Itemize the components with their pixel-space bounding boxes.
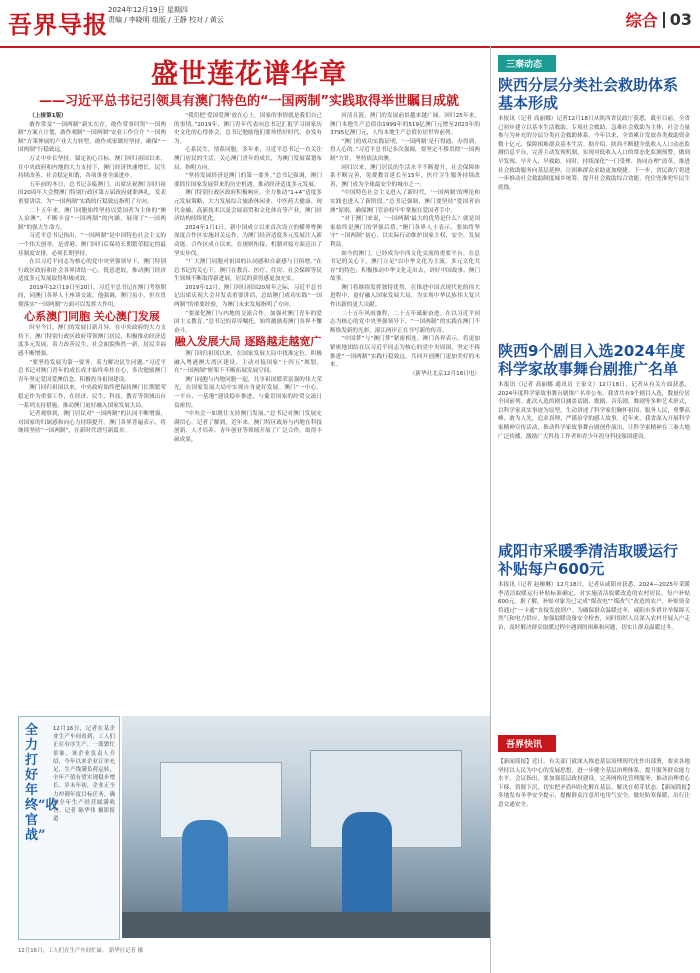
photo-caption: 12月16日，工人们在生产车间忙碌。 新华社记者 摄 xyxy=(18,948,143,954)
paragraph: 2019年12月，澳门回归祖国20周年之际，习近平总书记出席庆祝大会并发表重要讲话，总结澳门成功实践“一国两制”的重要经验，为澳门未来发展指明了方向。 xyxy=(174,284,322,309)
news-body: 本报讯（记者 赵婉琳）12月18日，记者从咸阳市获悉，2024—2025年采暖季清洁取暖运行补贴标准确定，对实施清洁取暖改造的农村居民，每户补贴600元。据了解，补贴对象为已完成“煤改电”“煤改气”改造的农户，补贴资金将通过“一卡通”直接发放到户。为确保群众温暖过冬，咸阳市多措并举保障天然气和电力供应，加强取暖设备安全检查，同时组织人员深入农村开展入户走访，及时解决群众取暖过程中遇到的困难和问题，切实让群众温暖过冬。 xyxy=(498,582,690,631)
news-headline: 咸阳市采暖季清洁取暖运行补贴每户600元 xyxy=(498,542,679,578)
paragraph: 如今的澳门，已经成为中西文化交流的重要平台。在总书记的关心下，澳门立足“以中华文化为主流、多元文化共存”的特色，积极推动中华文化走出去，讲好中国故事、澳门故事。 xyxy=(330,250,480,283)
issue-date: 2024年12月19日 星期四 xyxy=(108,6,188,14)
header-meta xyxy=(108,5,224,25)
article-byline: （新华社北京12月18日电） xyxy=(409,370,480,377)
paragraph: 澳门回归祖国以来，在国家发展大局中找准定位，积极融入粤港澳大湾区建设，主动对接国家“十四五”规划，在“一国两制”框架下不断拓展发展空间。 xyxy=(174,351,322,375)
photo-news-text: 12月16日，记者在某企业生产车间看到，工人们正在有序生产，一派繁忙景象。该企业负责人介绍，今年以来企业订单充足，生产线满负荷运转，全年产值有望实现稳步增长。岁末年初，企业正全力冲刺年度目标任务，确保全年生产经营圆满收官。记者 陈华伟 摄影报道 xyxy=(53,726,115,823)
section-divider xyxy=(663,12,665,28)
article-title: 盛世莲花谱华章 xyxy=(151,59,347,90)
paragraph: “中央会一如既往支持澳门发展。”总书记对澳门发展充满信心。记者了解到，近年来，澳门特区政府与内地在科技创新、人才培养、青年创业等领域开展了广泛合作，取得丰硕成果。 xyxy=(174,411,322,443)
paragraph: 万丈中步长坚持，锚定初心目标。澳门回归祖国以来，在中央政府和内地的大力支持下，澳门经济快速增长，民生持续改善，社会稳定和谐，各项事业全面进步。 xyxy=(18,155,166,180)
paragraph: （上接第1版） xyxy=(29,113,67,119)
column-divider xyxy=(490,46,491,973)
section-tag xyxy=(626,8,692,31)
paragraph: 2024年1月1日，新中国成立以来首次设立的横琴粤澳深度合作区实施封关运作，为澳门经济适度多元发展注入新动能。合作区成立以来，在规则衔接、机制对接方面迈出了坚实步伐。 xyxy=(174,224,322,257)
news-headline: 陕西9个剧目入选2024年度科学家故事舞台剧推广名单 xyxy=(498,342,686,378)
newspaper-logo: 吾界导报 xyxy=(8,10,108,39)
paragraph: “对于澳门来说，‘一国两制’最大的优势是什么？就是国家始终是澳门的坚强后盾。”澳门各界人士表示，要始终坚守“一国两制”初心，以实际行动维护国家主权、安全、发展利益。 xyxy=(330,216,480,248)
paragraph: 二十五年风雨兼程，二十五年砥砺奋进。在以习近平同志为核心的党中央坚强领导下，“一国两制”的实践在澳门不断焕发新的光彩，濠江两岸正在书写新的传奇。 xyxy=(330,310,480,334)
news-headline: 陕西分层分类社会救助体系基本形成 xyxy=(498,76,679,112)
article-column-3 xyxy=(330,112,480,710)
article-column-1 xyxy=(18,112,166,710)
paragraph: 2019年12月19日至20日，习近平总书记在澳门考察期间，同澳门各界人士座谈交流，他强调，澳门虽小，但在贯彻落实“一国两制”方面可以发挥大作用。 xyxy=(18,284,166,309)
paragraph: “中国特色社会主义进入了新时代，‘一国两制’的理论和实践也进入了新阶段。”总书记强调，澳门要坚持“爱国者治澳”原则，确保澳门管治权牢牢掌握在爱国者手中。 xyxy=(330,190,480,214)
paragraph: “我们把‘爱国爱澳’放在心上，国家的事情就是我们自己的事情。”2019年，澳门青年代表向总书记汇报学习国家历史文化的心得体会，总书记勉励他们要珍惜好时代，奋发有为。 xyxy=(174,113,322,145)
section-heading: 融入发展大局 逐路越走越宽广 xyxy=(174,335,322,349)
section-heading: 心系澳门同胞 关心澳门发展 xyxy=(24,309,160,323)
paragraph: 回归以来，澳门居民的生活水平不断提升，社会保障体系不断完善，免费教育延长至15年，医疗卫生服务持续改善，澳门成为全球最安全的城市之一。 xyxy=(330,164,480,188)
paragraph: 澳门特别行政区政府积极响应，全力推动“1+4”适度多元发展策略，大力发展综合旅游休闲业、中医药大健康、现代金融、高新技术以及会展商贸和文化体育等产业，澳门经济结构持续优化。 xyxy=(174,190,322,223)
news-body: 本报讯（记者 高丽娜 通讯员 王家文）12月18日，记者从有关方面获悉，2024年度科学家故事舞台剧推广名单公布，我省共有9个剧目入选，数量位居全国前列。此次入选的剧目涵盖话剧、歌剧、音乐剧、舞剧等多种艺术形式，以科学家真实事迹为原型，生动讲述了科学家们胸怀祖国、服务人民，勇攀高峰、敢为人先，追求真理、严谨治学的感人故事。近年来，我省深入开展科学家精神宣传活动，推动科学家故事舞台剧创作演出，让科学家精神在三秦大地广泛传播，激励广大科技工作者和青少年投身科技强国建设。 xyxy=(498,382,690,440)
article-column-2 xyxy=(174,112,322,710)
article-subtitle: ——习近平总书记引领具有澳门特色的“一国两制”实践取得举世瞩目成就 xyxy=(38,94,460,109)
photo-news-title: 全力打好年终“收官战” xyxy=(25,723,59,843)
floor-shape xyxy=(122,912,490,938)
paragraph: 心系民生，情系同胞。多年来，习近平总书记一直关注澳门居民的生活，关心澳门青年的成长，为澳门发展谋划布局、指明方向。 xyxy=(174,147,322,171)
paragraph: “广大澳门同胞对祖国的认同感和自豪感与日俱增。”在总书记的关心下，澳门在教育、医疗、住房、社会保障等民生领域不断取得新进展，居民的获得感更加充实。 xyxy=(174,259,322,283)
paragraph: 二十五年来，澳门同胞始终坚持以爱国者为主体的“澳人治澳”，不断丰富“一国两制”的内涵，展现了“一国两制”的强大生命力。 xyxy=(18,207,166,231)
paragraph: 记者观察到，澳门居民对“一国两制”的认同不断增强，对国家的归属感和向心力持续提升。澳门各界普遍表示，将继续坚持“一国两制”，在新时代谱写新篇章。 xyxy=(18,411,166,435)
paragraph: 五年前的冬日，总书记亲临澳门，出席庆祝澳门回归祖国20周年大会暨澳门特别行政区第五届政府就职典礼，发表重要讲话，为“一国两制”实践的行稳致远指明了方向。 xyxy=(18,181,166,205)
sidebar-section-1 xyxy=(498,52,690,353)
paragraph: “坚持发展经济是澳门的第一要务。”总书记强调，澳门要抓住国家发展带来的历史机遇，推动经济适度多元发展。 xyxy=(174,173,322,188)
paragraph: “澳门的成功实践证明，‘一国两制’是行得通、办得到、得人心的。”习近平总书记多次强调，要坚定不移贯彻“一国两制”方针，坚持依法治澳。 xyxy=(330,138,480,162)
worker-figure xyxy=(342,812,392,916)
paragraph: 澳门回归祖国以来，中央政府始终把保持澳门长期繁荣稳定作为重要工作，在经济、民生、科技、教育等领域出台一系列支持措施，推动澳门更好融入国家发展大局。 xyxy=(18,385,166,409)
paragraph: 澳门将继续发挥独特优势，在推进中国式现代化的伟大进程中，更好融入国家发展大局，为实现中华民族伟大复兴作出新的更大贡献。 xyxy=(330,284,480,309)
page-header xyxy=(0,0,700,48)
page-number: 03 xyxy=(669,10,692,29)
news-body: 【新闻简报】近日，有关部门就深入推进基层治理现代化作出部署，要求各地坚持以人民为中心的发展思想，进一步健全基层治理体系，提升服务群众能力水平。会议指出，要加强基层政权建设，完善网格化管理服务，推动治理重心下移、资源下沉，切实把矛盾纠纷化解在基层、解决在萌芽状态。【新闻简报】多地发布冬季安全提示，提醒群众注意用电用气安全，做好防寒保暖，出行注意交通安全。 xyxy=(498,759,690,808)
paragraph: 习近平总书记指出，“一国两制”是中国特色社会主义的一个伟大创举，是香港、澳门回归后保持长期繁荣稳定的最佳制度安排，必须长期坚持。 xyxy=(18,233,166,257)
paragraph: “中国梦”与“澳门梦”紧密相连。澳门各界表示，将更加紧密地团结在以习近平同志为核心的党中央周围，坚定不移推进“一国两制”实践行稳致远，共同开创澳门更加美好的未来。 xyxy=(330,336,480,369)
photo-news-box xyxy=(18,716,120,940)
section-name: 综合 xyxy=(625,11,658,30)
sidebar-section-2 xyxy=(498,338,690,541)
sidebar-section-3 xyxy=(498,538,690,735)
paragraph: 在以习近平同志为核心的党中央坚强领导下，澳门特别行政区政府和社会各界团结一心，锐意进取，推动澳门经济适度多元发展取得积极成效。 xyxy=(18,259,166,283)
paragraph: 时至今日，澳门的发展日新月异。在中央政府的大力支持下，澳门特别行政区政府带领澳门居民，积极推动经济适度多元发展，着力改善民生，社会面貌焕然一新，居民幸福感不断增强。 xyxy=(18,325,166,358)
paragraph: “要深化澳门与内地的交流合作，加强对澳门青年的爱国主义教育。”总书记的谆谆嘱托，始终激励着澳门各界不懈奋斗。 xyxy=(174,310,322,334)
sidebar-section-4 xyxy=(498,732,690,968)
paragraph: “要坚持发展为第一要务，着力解决民生问题。”习近平总书记对澳门青年的成长成才始终牵挂在心，多次勉励澳门青年坚定爱国爱澳信念，积极投身祖国建设。 xyxy=(18,359,166,383)
paragraph: 敢作常变“一国两制”新实在存，敢作常事时黑“一国两制”方案立计划，敢作观制“一国两制”安业工作宣介 “一国两制”方策伸展的产业大力转型，敢作成家做好坚持，确保“一国两制”行稳致远。 xyxy=(18,121,166,154)
worker-figure xyxy=(182,820,228,914)
paragraph: 澳门同胞与内地同胞一起，共享祖国繁荣富强的伟大荣光，在国家发展大局中实现自身更好发展。澳门“一中心、一平台、一基地”建设稳步推进，与葡语国家的经贸交流日益密切。 xyxy=(174,376,322,409)
paragraph: 河清且涟，澳门的发展前景越来越广阔。回归25年来，澳门本地生产总值由1999年的519亿澳门元增至2023年的3795亿澳门元，人均本地生产总值位居世界前列。 xyxy=(330,113,480,137)
factory-photo xyxy=(122,716,490,938)
news-body: 本报讯（记者 高丽娜）记者12月18日从陕西省民政厅获悉，截至目前，全省已初步建立以基本生活救助、专项社会救助、急难社会救助为主体，社会力量参与为补充的分层分类社会救助体系。今年以来，全省累计发放各类救助资金数十亿元，保障困难群众基本生活。据介绍，陕西不断健全低收入人口动态监测信息平台，完善主动发现机制，实现对低收入人口的常态化监测预警，做到早发现、早介入、早救助。同时，持续深化“一门受理、协同办理”改革，推进社会救助服务向基层延伸，让困难群众求助更加便捷。下一步，省民政厅将进一步推动社会救助制度城乡统筹，提升社会救助综合效能，兜住兜准兜牢民生底线。 xyxy=(498,116,690,191)
sidebar-tag: 吾界快讯 xyxy=(498,735,556,752)
sidebar-tag: 三秦动态 xyxy=(498,55,556,72)
editor-credits: 责编 / 李晓明 组版 / 王静 校对 / 黄云 xyxy=(108,16,224,24)
